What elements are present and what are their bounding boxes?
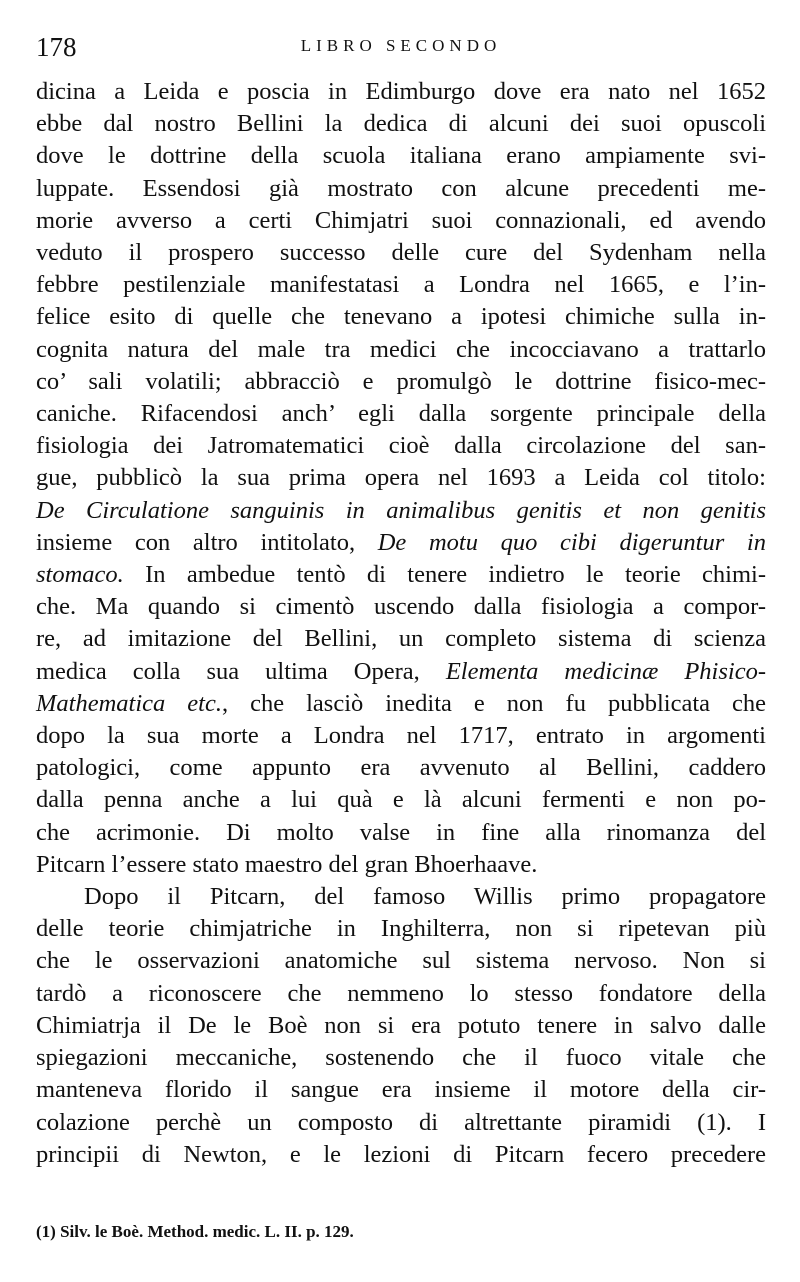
text-segment: colazione perchè un composto di altrettante piramidi (1). I — [36, 1108, 766, 1136]
text-line — [36, 527, 766, 559]
text-segment: caniche. Rifacendosi anch’ egli dalla sorgente principale della — [36, 400, 766, 428]
text-line — [36, 430, 766, 462]
text-line — [36, 945, 766, 977]
text-segment: cognita natura del male tra medici che incocciavano a trattarlo — [36, 335, 766, 363]
text-line — [36, 76, 766, 108]
text-segment: febbre pestilenziale manifestatasi a Londra nel 1665, e l’in- — [36, 271, 766, 299]
text-line — [36, 720, 766, 752]
text-segment: gue, pubblicò la sua prima opera nel 1693 a Leida col titolo: — [36, 464, 766, 492]
footnote: (1) Silv. le Boè. Method. medic. L. II. p. 129. — [36, 1222, 354, 1241]
text-line — [36, 784, 766, 816]
text-segment: che le osservazioni anatomiche sul sistema nervoso. Non si — [36, 947, 766, 975]
italic-text: De Circulatione sanguinis in animalibus genitis et non genitis — [36, 496, 766, 524]
text-line — [36, 688, 766, 720]
text-line — [36, 462, 766, 494]
text-segment: principii di Newton, e le lezioni di Pitcarn fecero precedere — [36, 1140, 766, 1168]
text-line — [36, 1107, 766, 1139]
text-segment: , che lasciò inedita e non fu pubblicata che — [221, 689, 767, 717]
text-line — [36, 849, 766, 881]
text-line — [36, 237, 766, 269]
text-segment: manteneva florido il sangue era insieme il motore della cir- — [36, 1076, 766, 1104]
text-line — [36, 1042, 766, 1074]
text-segment: Dopo il Pitcarn, del famoso Willis primo propagatore — [84, 883, 766, 911]
text-segment: che. Ma quando si cimentò uscendo dalla fisiologia a compor- — [36, 593, 766, 621]
text-line — [36, 205, 766, 237]
text-segment: morie avverso a certi Chimjatri suoi connazionali, ed avendo — [36, 206, 766, 234]
text-line — [36, 398, 766, 430]
text-segment: dove le dottrine della scuola italiana erano ampiamente svi- — [36, 142, 766, 170]
text-line — [36, 591, 766, 623]
text-segment: ebbe dal nostro Bellini la dedica di alcuni dei suoi opuscoli — [36, 110, 766, 138]
text-line — [36, 173, 766, 205]
text-segment: che acrimonie. Di molto valse in fine alla rinomanza del — [36, 818, 766, 846]
text-line — [36, 1010, 766, 1042]
text-line — [36, 1139, 766, 1171]
text-segment: tardò a riconoscere che nemmeno lo stesso fondatore della — [36, 979, 766, 1007]
text-segment: dalla penna anche a lui quà e là alcuni fermenti e non po- — [36, 786, 766, 814]
text-line — [36, 913, 766, 945]
page-header — [36, 32, 766, 66]
italic-text: Elementa medicinæ Phisico- — [445, 657, 766, 685]
text-line — [36, 108, 766, 140]
text-segment: In ambedue tentò di tenere indietro le teorie chimi- — [123, 561, 766, 589]
text-segment: delle teorie chimjatriche in Inghilterra, non si ripetevan più — [36, 915, 766, 943]
text-line — [36, 334, 766, 366]
text-segment: medica colla sua ultima Opera, — [36, 657, 446, 685]
text-segment: veduto il prospero successo delle cure del Sydenham nella — [36, 239, 766, 267]
running-head: LIBRO SECONDO — [300, 36, 502, 55]
text-segment: co’ sali volatili; abbracciò e promulgò le dottrine fisico-mec- — [36, 367, 766, 395]
text-segment: re, ad imitazione del Bellini, un completo sistema di scienza — [36, 625, 766, 653]
text-segment: felice esito di quelle che tenevano a ipotesi chimiche sulla in- — [36, 303, 766, 331]
italic-text: De motu quo cibi digeruntur in — [377, 528, 766, 556]
italic-text: stomaco. — [36, 561, 124, 589]
text-segment: spiegazioni meccaniche, sostenendo che il fuoco vitale che — [36, 1044, 766, 1072]
text-segment: luppate. Essendosi già mostrato con alcune precedenti me- — [36, 174, 766, 202]
text-line — [36, 269, 766, 301]
text-line — [36, 623, 766, 655]
text-line — [36, 1074, 766, 1106]
text-segment: Chimiatrja il De le Boè non si era potuto tenere in salvo dalle — [36, 1011, 766, 1039]
text-line — [36, 978, 766, 1010]
page-number: 178 — [36, 32, 77, 62]
text-segment: dicina a Leida e poscia in Edimburgo dove era nato nel 1652 — [36, 78, 766, 105]
text-segment: Pitcarn l’essere stato maestro del gran Bhoerhaave. — [36, 850, 538, 878]
text-segment: dopo la sua morte a Londra nel 1717, entrato in argomenti — [36, 722, 766, 750]
text-segment: insieme con altro intitolato, — [36, 528, 378, 556]
text-line — [36, 881, 766, 913]
text-line — [36, 752, 766, 784]
text-line — [36, 495, 766, 527]
italic-text: Mathematica etc. — [36, 689, 222, 717]
text-line — [36, 817, 766, 849]
text-segment: patologici, come appunto era avvenuto al Bellini, caddero — [36, 754, 766, 782]
text-segment: fisiologia dei Jatromatematici cioè dalla circolazione del san- — [36, 432, 766, 460]
text-line — [36, 140, 766, 172]
body-text — [36, 76, 766, 1171]
text-line — [36, 366, 766, 398]
text-line — [36, 656, 766, 688]
text-line — [36, 301, 766, 333]
text-line — [36, 559, 766, 591]
